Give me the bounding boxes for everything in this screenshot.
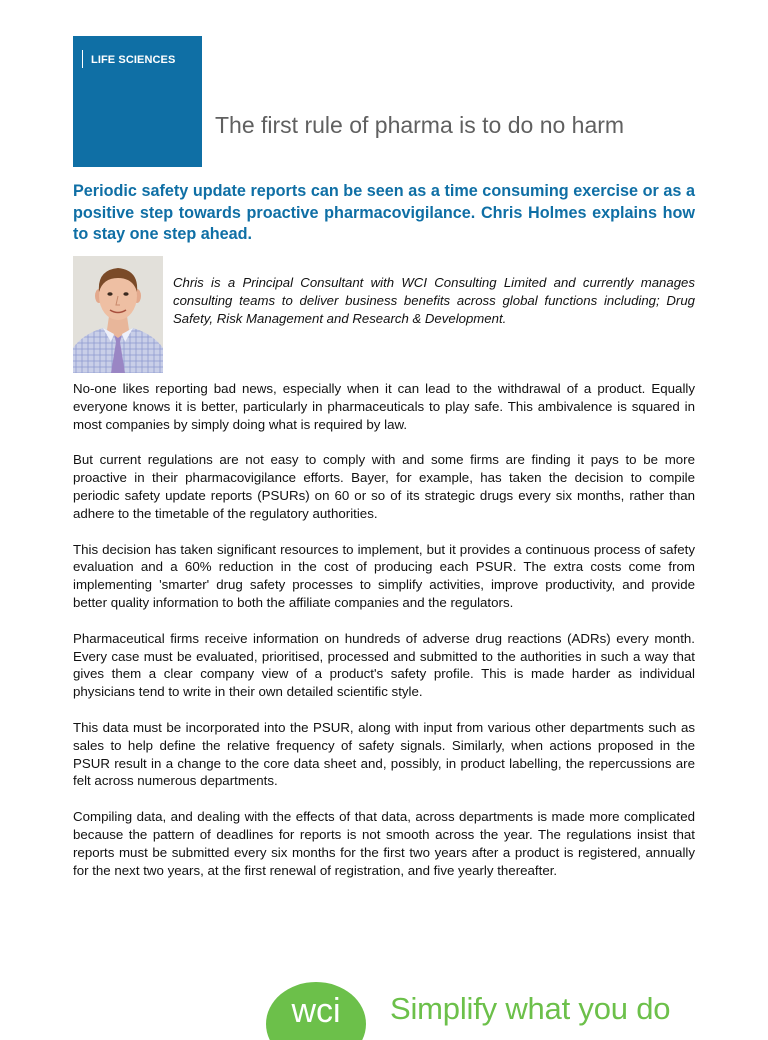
body-paragraph: This decision has taken significant resources to implement, but it provides a continuous process of safety evaluation and a 60% reduction in the cost of producing each PSUR. The extra costs come from implementing 'smarter' drug safety processes to simplify activities, improve productivity, and provide better quality information to both the affiliate companies and the regulators. [73, 541, 695, 610]
body-paragraph: Pharmaceutical firms receive information on hundreds of adverse drug reactions (ADRs) every month. Every case must be evaluated, prioritised, processed and submitted to the authorities in such a way that gives them a clear company view of a product's safety profile. This is made harder as individual physicians tend to write in their own detailed scientific style. [73, 630, 695, 700]
section-header-box [73, 36, 202, 167]
wci-logo-text: wci [291, 992, 341, 1030]
body-paragraph: No-one likes reporting bad news, especially when it can lead to the withdrawal of a product. Equally everyone knows it is better, particularly in pharmaceuticals to play safe. This ambivalence is squared in most companies by simply doing what is required by law. [73, 381, 695, 432]
standfirst: Periodic safety update reports can be seen as a time consuming exercise or as a positive step towards proactive pharmacovigilance. Chris Holmes explains how to stay one step ahead. [73, 182, 695, 243]
wci-logo [266, 980, 366, 1040]
author-bio: Chris is a Principal Consultant with WCI Consulting Limited and currently manages consulting teams to deliver business benefits across global functions including; Drug Safety, Risk Management and Research & Development. [173, 275, 695, 326]
tagline: Simplify what you do [390, 991, 671, 1026]
page-title: The first rule of pharma is to do no harm [215, 112, 625, 138]
body-paragraph: But current regulations are not easy to comply with and some firms are finding it pays to be more proactive in their pharmacovigilance efforts. Bayer, for example, has taken the decision to compile periodic safety update reports (PSURs) on 60 or so of its strategic drugs every six months, rather than adhere to the timetable of the regulatory authorities. [73, 452, 695, 521]
article-body [73, 380, 695, 897]
author-photo [73, 256, 163, 373]
body-paragraph: Compiling data, and dealing with the effects of that data, across departments is made more complicated because the pattern of deadlines for reports is not smooth across the year. The regulations insist that reports must be submitted every six months for the first two years after a product is registered, annually for the next two years, at the first renewal of registration, and five yearly thereafter. [73, 809, 695, 878]
author-portrait-image [73, 256, 163, 373]
section-rule [82, 50, 83, 68]
body-paragraph: This data must be incorporated into the PSUR, along with input from various other departments such as sales to help define the relative frequency of safety signals. Similarly, when actions proposed in the PSUR result in a change to the core data sheet and, possibly, in product labelling, the repercussions are felt across numerous departments. [73, 719, 695, 789]
section-label: LIFE SCIENCES [91, 54, 176, 66]
